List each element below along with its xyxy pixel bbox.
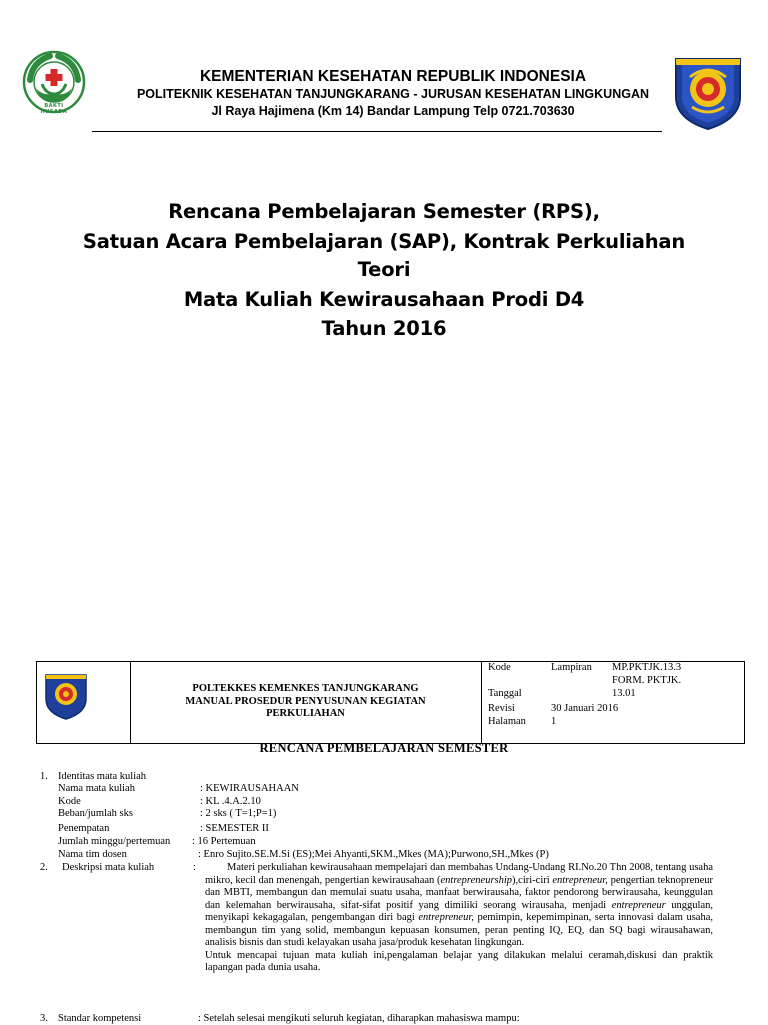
kode-value: MP.PKTJK.13.3: [612, 662, 682, 673]
identity-label: Nama mata kuliah: [58, 783, 135, 794]
halaman-value: 1: [551, 716, 557, 727]
revisi-value: 30 Januari 2016: [551, 703, 619, 714]
identity-heading: Identitas mata kuliah: [58, 771, 147, 782]
identity-value: : KEWIRAUSAHAAN: [200, 783, 299, 794]
description-colon: :: [193, 862, 196, 873]
logo-lettering: BAKTI HUSADA: [40, 103, 68, 115]
competency-value: : Setelah selesai mengikuti seluruh kegiatan, diharapkan mahasiswa mampu:: [198, 1013, 520, 1024]
description-number: 2.: [40, 862, 48, 873]
poltekkes-emblem: [43, 671, 89, 721]
description-paragraph-2: Untuk mencapai tujuan mata kuliah ini,pengalaman belajar yang dilakukan melalui ceramah,diskusi dan praktik lapangan pada dunia usaha.: [205, 949, 713, 973]
cover-title-line-2: Satuan Acara Pembelajaran (SAP), Kontrak Perkuliahan: [82, 230, 686, 253]
cover-title-line-1: Rencana Pembelajaran Semester (RPS),: [168, 200, 600, 223]
letterhead-rule: [92, 131, 662, 132]
institution-name: POLITEKNIK KESEHATAN TANJUNGKARANG - JURUSAN KESEHATAN LINGKUNGAN: [136, 87, 650, 101]
table-divider: [481, 661, 482, 744]
form-value-line-2: 13.01: [612, 688, 636, 699]
identity-label: Penempatan: [58, 823, 110, 834]
cover-title-line-4: Mata Kuliah Kewirausahaan Prodi D4: [183, 288, 585, 311]
cover-title-line-3: Teori: [357, 258, 411, 281]
lampiran-label: Lampiran: [551, 662, 592, 673]
competency-number: 3.: [40, 1013, 48, 1024]
identity-value: : SEMESTER II: [200, 823, 269, 834]
ministry-name: KEMENTERIAN KESEHATAN REPUBLIK INDONESIA: [199, 68, 587, 85]
institution-address: Jl Raya Hajimena (Km 14) Bandar Lampung Telp 0721.703630: [211, 104, 575, 118]
lampung-province-emblem: [672, 53, 744, 131]
tanggal-label: Tanggal: [488, 688, 522, 699]
section-title: RENCANA PEMBELAJARAN SEMESTER: [259, 741, 509, 755]
identity-value: : 16 Pertemuan: [192, 836, 256, 847]
halaman-label: Halaman: [488, 716, 526, 727]
kode-label: Kode: [488, 662, 511, 673]
identity-label: Beban/jumlah sks: [58, 808, 133, 819]
identity-value: : Enro Sujito.SE.M.Si (ES);Mei Ahyanti,SKM.,Mkes (MA);Purwono,SH.,Mkes (P): [198, 849, 549, 860]
competency-label: Standar kompetensi: [58, 1013, 142, 1024]
identity-label: Jumlah minggu/pertemuan: [58, 836, 171, 847]
revisi-label: Revisi: [488, 703, 515, 714]
identity-value: : KL .4.A.2.10: [200, 796, 261, 807]
description-label: Deskripsi mata kuliah: [62, 862, 155, 873]
description-text: [205, 862, 713, 975]
form-institution-line-2: MANUAL PROSEDUR PENYUSUNAN KEGIATAN: [185, 695, 426, 707]
identity-label: Nama tim dosen: [58, 849, 127, 860]
form-value-line-1: FORM. PKTJK.: [612, 675, 682, 686]
description-paragraph-1: Materi perkuliahan kewirausahaan mempelajari dan membahas Undang-Undang RI.No.20 Thn 2008, tentang usaha mikro, kecil dan menengah, pengertian kewirausahaan (entrepreneurship),ciri-ciri entrepreneur, pengertian teknopreneur dan MBTI, membangun dan memulai suatu usaha, manfaat berwirausaha, faktor pendorong berwirausaha, keunggulan dan kelemahan berwirausaha, sifat-sifat positif yang dimiliki seorang wirausaha, menjadi entrepreneur unggulan, menyikapi kekagagalan, pengembangan diri bagi entrepreneur, pemimpin, kepemimpinan, serta innovasi dalam usaha, membangun tim yang solid, membangun kepuasan konsumen, peran penting IQ, EQ, dan SQ bagi wirausahawan, analisis bisnis dan studi kelayakan usaha jasa/produk kesehatan lingkungan.: [205, 862, 713, 948]
identity-number: 1.: [40, 771, 48, 782]
cover-title-line-5: Tahun 2016: [321, 317, 447, 340]
form-institution-line-1: POLTEKKES KEMENKES TANJUNGKARANG: [192, 683, 419, 694]
form-institution-line-3: PERKULIAHAN: [266, 708, 345, 719]
identity-label: Kode: [58, 796, 81, 807]
form-institution-block: [130, 683, 481, 721]
identity-value: : 2 sks ( T=1;P=1): [200, 808, 277, 819]
